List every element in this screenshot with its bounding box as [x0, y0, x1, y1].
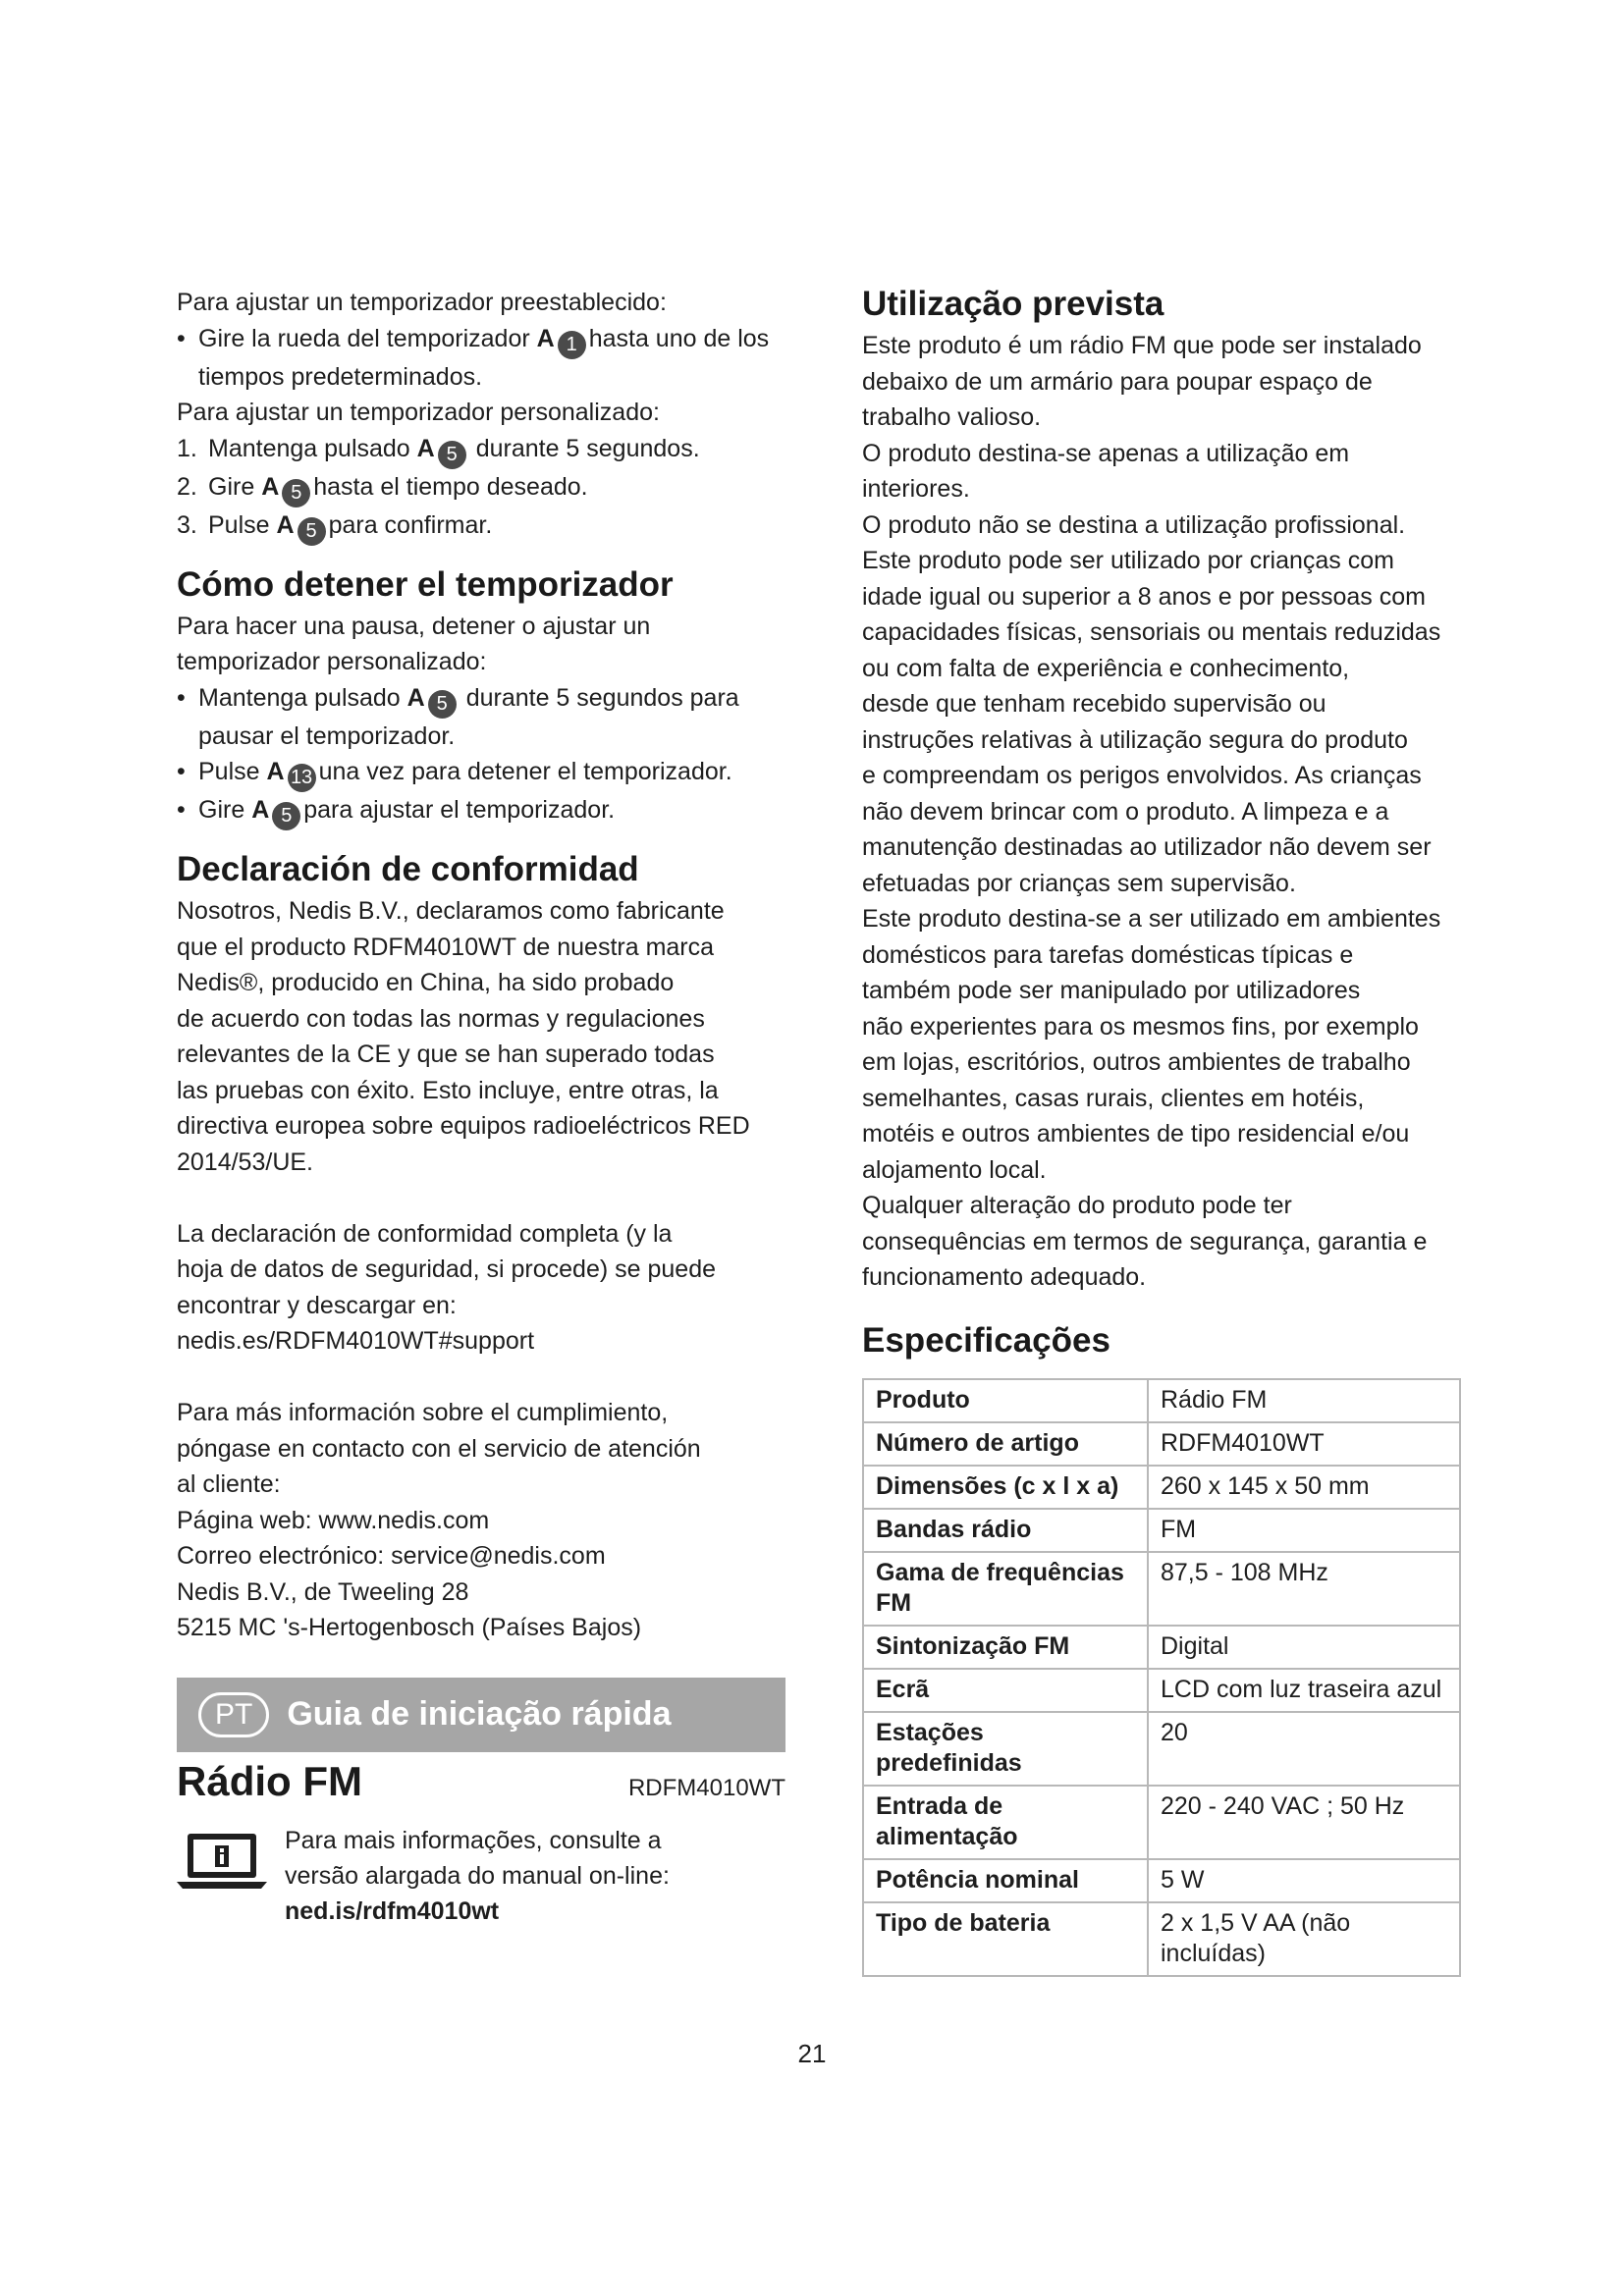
right-column: [862, 285, 1471, 1977]
table-row: [863, 1786, 1460, 1859]
part-number-badge: 1: [558, 331, 586, 359]
declaration-url: nedis.es/RDFM4010WT#support: [177, 1327, 535, 1355]
left-column: [177, 285, 785, 1929]
specifications-heading: Especificações: [862, 1320, 1110, 1360]
part-label: A: [261, 472, 280, 501]
part-number-badge: 5: [428, 690, 457, 719]
conformity-line: de acuerdo con todas las normas y regulaciones: [177, 1004, 705, 1033]
spec-value: Rádio FM: [1148, 1379, 1460, 1422]
spec-value: Digital: [1148, 1626, 1460, 1669]
declaration-line: La declaración de conformidad completa (y la: [177, 1219, 673, 1248]
list-item: 1. Mantenga pulsado A 5 durante 5 segundos.: [177, 431, 785, 469]
part-number-badge: 5: [438, 441, 466, 469]
spec-key: Gama de frequências FM: [863, 1552, 1148, 1626]
banner-title: Guia de iniciação rápida: [287, 1695, 672, 1733]
stop-timer-heading: Cómo detener el temporizador: [177, 564, 674, 604]
intended-use-heading: Utilização prevista: [862, 285, 1164, 323]
list-item: 2. Gire A 5 hasta el tiempo deseado.: [177, 469, 785, 507]
table-row: [863, 1669, 1460, 1712]
preset-timer-intro: Para ajustar un temporizador preestablecido:: [177, 289, 667, 316]
page-number: 21: [797, 2039, 827, 2068]
table-row: [863, 1509, 1460, 1552]
contact-address: 5215 MC 's-Hertogenbosch (Países Bajos): [177, 1614, 642, 1641]
table-row: [863, 1422, 1460, 1466]
contact-website: Página web: www.nedis.com: [177, 1506, 490, 1534]
conformity-line: las pruebas con éxito. Esto incluye, entre otras, la: [177, 1076, 719, 1104]
table-row: [863, 1859, 1460, 1902]
spec-key: Ecrã: [863, 1669, 1148, 1712]
online-manual-note: [177, 1823, 785, 1929]
table-row: [863, 1466, 1460, 1509]
conformity-line: directiva europea sobre equipos radioeléctricos RED: [177, 1112, 750, 1140]
preset-timer-list: [177, 321, 785, 396]
spec-key: Potência nominal: [863, 1859, 1148, 1902]
manual-url: ned.is/rdfm4010wt: [285, 1896, 500, 1925]
part-label: A: [416, 434, 435, 462]
spec-key: Sintonização FM: [863, 1626, 1148, 1669]
product-title: Rádio FM: [177, 1757, 362, 1804]
conformity-line: Nosotros, Nedis B.V., declaramos como fabricante: [177, 897, 725, 925]
intended-use-text: Este produto é um rádio FM que pode ser instalado debaixo de um armário para poupar espaço de trabalho valioso. O produto destina-se apenas a utilização em interiores. O produto não se destina a utilização profissional. Este produto pode ser utilizado por crianças com idade igual ou superior a 8 anos e por pessoas com capacidades físicas, sensoriais ou mentais reduzidas ou com falta de experiência e conhecimento, desde que tenham recebido supervisão ou instruções relativas à utilização segura do produto e compreendam os perigos envolvidos. As crianças não devem brincar com o produto. A limpeza e a manutenção destinadas ao utilizador não devem ser efetuadas por crianças sem supervisão. Este produto destina-se a ser utilizado em ambientes domésticos para tarefas domésticas típicas e também pode ser manipulado por utilizadores não experientes para os mesmos fins, por exemplo em lojas, escritórios, outros ambientes de trabalho semelhantes, casas rurais, clientes em hotéis, motéis e outros ambientes de tipo residencial e/ou alojamento local. Qualquer alteração do produto pode ter consequências em termos de segurança, garantia e funcionamento adequado.: [862, 332, 1441, 1291]
spec-value: 20: [1148, 1712, 1460, 1786]
custom-timer-intro: Para ajustar un temporizador personalizado:: [177, 399, 660, 426]
conformity-heading: Declaración de conformidad: [177, 850, 639, 888]
stop-timer-list: [177, 680, 785, 831]
part-label: A: [251, 796, 270, 824]
part-number-badge: 5: [298, 517, 326, 546]
spec-value: 220 - 240 VAC ; 50 Hz: [1148, 1786, 1460, 1859]
spec-value: 87,5 - 108 MHz: [1148, 1552, 1460, 1626]
contact-line: al cliente:: [177, 1470, 281, 1498]
declaration-line: hoja de datos de seguridad, si procede) se puede: [177, 1255, 716, 1283]
contact-line: póngase en contacto con el servicio de atención: [177, 1434, 701, 1463]
conformity-line: relevantes de la CE y que se han superado todas: [177, 1041, 715, 1068]
specifications-table: [862, 1378, 1461, 1977]
spec-key: Estações predefinidas: [863, 1712, 1148, 1786]
conformity-line: Nedis®, producido en China, ha sido probado: [177, 969, 675, 996]
spec-key: Bandas rádio: [863, 1509, 1148, 1552]
spec-value: 2 x 1,5 V AA (não incluídas): [1148, 1902, 1460, 1976]
table-row: [863, 1552, 1460, 1626]
list-item: 3. Pulse A 5 para confirmar.: [177, 507, 785, 546]
part-number-badge: 5: [272, 802, 300, 830]
part-label: A: [536, 324, 555, 352]
contact-email: Correo electrónico: service@nedis.com: [177, 1542, 606, 1570]
spec-value: FM: [1148, 1509, 1460, 1552]
list-item: • Gire A 5 para ajustar el temporizador.: [177, 792, 785, 830]
part-number-badge: 13: [288, 764, 316, 792]
stop-timer-intro: Para hacer una pausa, detener o ajustar un temporizador personalizado:: [177, 612, 651, 675]
table-row: [863, 1626, 1460, 1669]
part-number-badge: 5: [282, 479, 310, 507]
part-label: A: [276, 510, 295, 539]
product-title-row: [177, 1758, 785, 1805]
list-item: • Pulse A 13 una vez para detener el temporizador.: [177, 754, 785, 792]
table-row: [863, 1712, 1460, 1786]
declaration-line: encontrar y descargar en:: [177, 1291, 457, 1319]
list-item: • Mantenga pulsado A 5 durante 5 segundos para pausar el temporizador.: [177, 680, 785, 755]
quick-start-banner: [177, 1678, 785, 1752]
spec-key: Número de artigo: [863, 1422, 1148, 1466]
contact-line: Para más información sobre el cumplimiento,: [177, 1399, 669, 1426]
spec-value: 5 W: [1148, 1859, 1460, 1902]
custom-timer-steps: [177, 431, 785, 546]
online-manual-text: Para mais informações, consulte a versão alargada do manual on-line: ned.is/rdfm4010wt: [285, 1823, 670, 1929]
spec-value: LCD com luz traseira azul: [1148, 1669, 1460, 1712]
part-label: A: [406, 683, 425, 712]
spec-key: Tipo de bateria: [863, 1902, 1148, 1976]
laptop-info-icon: [177, 1831, 267, 1892]
model-number: RDFM4010WT: [627, 1774, 785, 1801]
part-label: A: [266, 758, 285, 785]
list-item: • Gire la rueda del temporizador A 1 hasta uno de los tiempos predeterminados.: [177, 321, 785, 396]
contact-address: Nedis B.V., de Tweeling 28: [177, 1577, 469, 1606]
spec-value: RDFM4010WT: [1148, 1422, 1460, 1466]
conformity-line: que el producto RDFM4010WT de nuestra marca: [177, 933, 715, 961]
table-row: [863, 1902, 1460, 1976]
table-row: [863, 1379, 1460, 1422]
conformity-line: 2014/53/UE.: [177, 1148, 313, 1176]
spacer: [177, 1180, 785, 1216]
language-badge: PT: [198, 1692, 269, 1737]
spec-key: Produto: [863, 1379, 1148, 1422]
spacer: [177, 1360, 785, 1396]
spec-key: Entrada de alimentação: [863, 1786, 1148, 1859]
spec-key: Dimensões (c x l x a): [863, 1466, 1148, 1509]
spec-value: 260 x 145 x 50 mm: [1148, 1466, 1460, 1509]
